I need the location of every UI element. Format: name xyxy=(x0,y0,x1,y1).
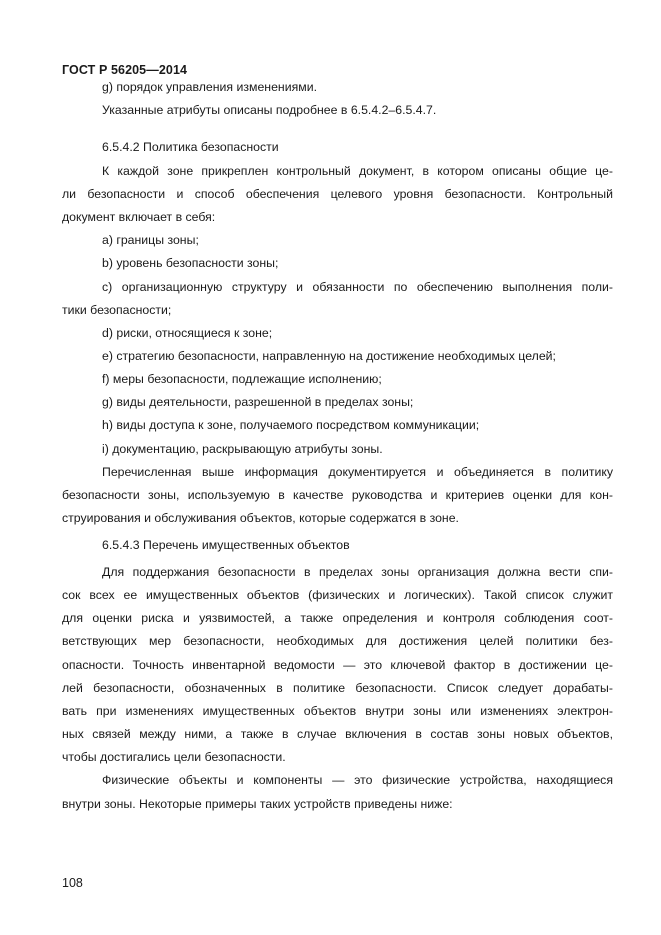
list-item: b) уровень безопасности зоны; xyxy=(102,256,279,270)
text-line: документ включает в себя: xyxy=(62,210,216,224)
text-line: К каждой зоне прикреплен контрольный документ, в котором описаны общие це- xyxy=(102,164,613,178)
text-line: чтобы достигались цели безопасности. xyxy=(62,750,286,764)
list-item: d) риски, относящиеся к зоне; xyxy=(102,326,273,340)
list-item: f) меры безопасности, подлежащие исполнению; xyxy=(102,372,382,386)
list-item: c) организационную структуру и обязанности по обеспечению выполнения поли- xyxy=(102,280,613,294)
list-item: i) документацию, раскрывающую атрибуты зоны. xyxy=(102,442,383,456)
text-line: ных связей между ними, а также в случае включения в состав зоны новых объектов, xyxy=(62,727,613,741)
text-line: ли безопасности и способ обеспечения целевого уровня безопасности. Контрольный xyxy=(62,187,613,201)
text-line: Указанные атрибуты описаны подробнее в 6.5.4.2–6.5.4.7. xyxy=(102,103,437,117)
page-number: 108 xyxy=(62,876,83,890)
text-line: для оценки риска и уязвимостей, а также определения и контроля соблюдения соот- xyxy=(62,611,613,625)
section-heading: 6.5.4.3 Перечень имущественных объектов xyxy=(102,538,350,552)
text-line: Перечисленная выше информация документируется и объединяется в политику xyxy=(102,465,613,479)
text-line: Для поддержания безопасности в пределах зоны организация должна вести спи- xyxy=(102,565,613,579)
text-line: Физические объекты и компоненты — это физические устройства, находящиеся xyxy=(102,773,613,787)
text-line: безопасности зоны, используемую в качестве руководства и критериев оценки для кон- xyxy=(62,488,613,502)
list-item: h) виды доступа к зоне, получаемого посредством коммуникации; xyxy=(102,418,480,432)
list-item: e) стратегию безопасности, направленную на достижение необходимых целей; xyxy=(102,349,556,363)
list-item-continuation: тики безопасности; xyxy=(62,303,172,317)
text-line: внутри зоны. Некоторые примеры таких устройств приведены ниже: xyxy=(62,797,453,811)
list-item: g) виды деятельности, разрешенной в пределах зоны; xyxy=(102,395,414,409)
text-line: ветствующих мер безопасности, необходимых для достижения целей политики без- xyxy=(62,634,613,648)
standard-code-header: ГОСТ Р 56205—2014 xyxy=(62,63,188,77)
text-line: лей безопасности, обозначенных в политике безопасности. Список следует дорабаты- xyxy=(62,681,613,695)
text-line: опасности. Точность инвентарной ведомости — это ключевой фактор в достижении це- xyxy=(62,658,613,672)
text-line: g) порядок управления изменениями. xyxy=(102,80,317,94)
section-heading: 6.5.4.2 Политика безопасности xyxy=(102,140,279,154)
list-item: a) границы зоны; xyxy=(102,233,199,247)
text-line: вать при изменениях имущественных объектов внутри зоны или изменениях электрон- xyxy=(62,704,613,718)
text-line: сок всех ее имущественных объектов (физических и логических). Такой список служит xyxy=(62,588,613,602)
text-line: струирования и обслуживания объектов, которые содержатся в зоне. xyxy=(62,511,459,525)
